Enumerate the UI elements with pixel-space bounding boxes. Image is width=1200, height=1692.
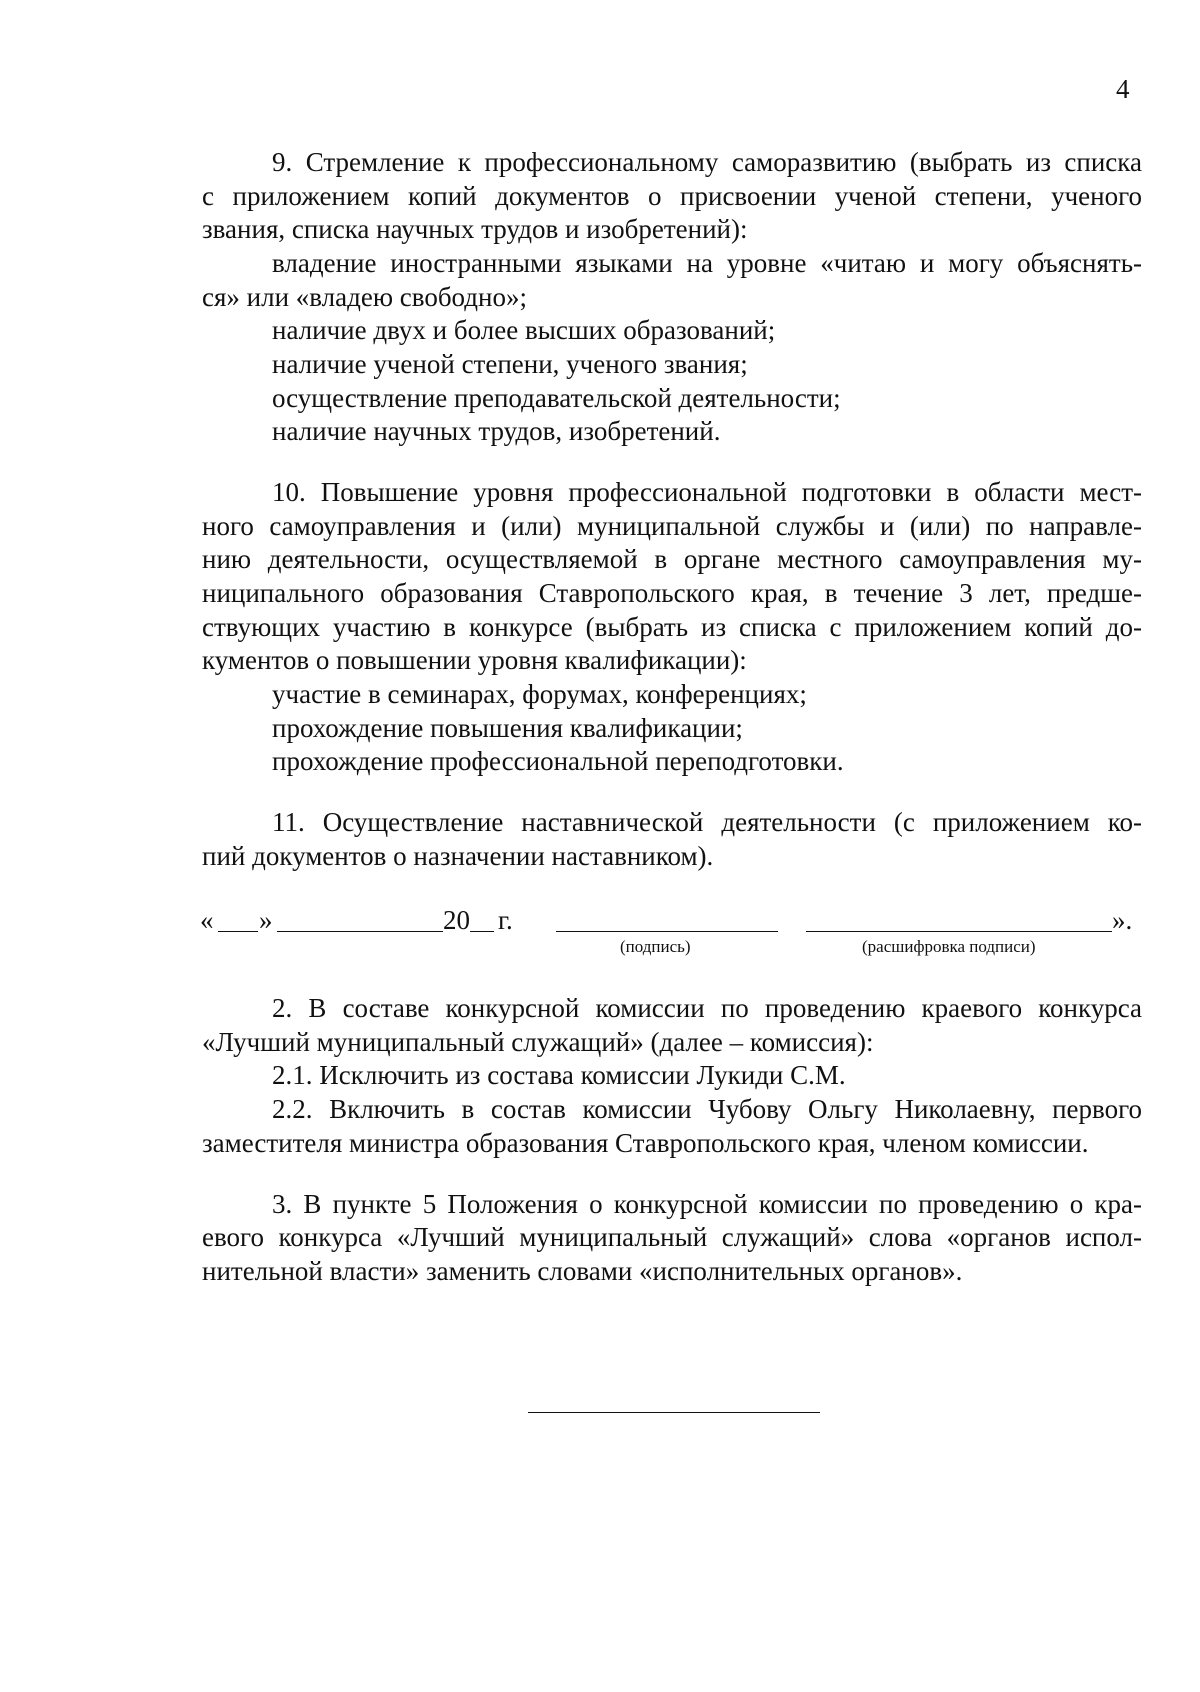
section-3-line-2: евого конкурса «Лучший муниципальный служащий» слова «органов испол- bbox=[202, 1222, 1142, 1252]
item-10-option-2: прохождение повышения квалификации; bbox=[272, 713, 743, 743]
item-10-option-1: участие в семинарах, форумах, конференциях; bbox=[272, 679, 807, 709]
item-9-option-1a: владение иностранными языками на уровне «читаю и могу объяснять- bbox=[272, 248, 1142, 278]
end-of-document-rule bbox=[528, 1412, 820, 1413]
date-year-blank bbox=[470, 931, 494, 932]
item-9-option-4: осуществление преподавательской деятельности; bbox=[272, 383, 841, 413]
item-10-line-1: 10. Повышение уровня профессиональной подготовки в области мест- bbox=[272, 477, 1142, 507]
date-open-quote: « bbox=[200, 905, 214, 935]
signature-decode-blank bbox=[806, 931, 1112, 932]
item-10-line-3: нию деятельности, осуществляемой в органе местного самоуправления му- bbox=[202, 544, 1142, 574]
item-9-option-5: наличие научных трудов, изобретений. bbox=[272, 416, 721, 446]
item-9-option-3: наличие ученой степени, ученого звания; bbox=[272, 349, 748, 379]
page-number: 4 bbox=[1116, 74, 1130, 104]
section-2-point-2-line-2: заместителя министра образования Ставропольского края, членом комиссии. bbox=[202, 1128, 1089, 1158]
date-close-quote: » bbox=[259, 905, 273, 935]
section-3-line-1: 3. В пункте 5 Положения о конкурсной комиссии по проведению о кра- bbox=[272, 1189, 1142, 1219]
item-10-option-3: прохождение профессиональной переподготовки. bbox=[272, 746, 844, 776]
signature-blank bbox=[556, 931, 778, 932]
signature-decode-caption: (расшифровка подписи) bbox=[862, 937, 1036, 956]
item-10-line-4: ниципального образования Ставропольского края, в течение 3 лет, предше- bbox=[202, 578, 1142, 608]
date-year-suffix: г. bbox=[498, 905, 513, 935]
item-9-line-3: звания, списка научных трудов и изобретений): bbox=[202, 214, 748, 244]
item-9-option-2: наличие двух и более высших образований; bbox=[272, 315, 776, 345]
item-9-line-1: 9. Стремление к профессиональному саморазвитию (выбрать из списка bbox=[272, 147, 1142, 177]
item-10-line-6: кументов о повышении уровня квалификации): bbox=[202, 645, 747, 675]
section-2-point-1: 2.1. Исключить из состава комиссии Лукиди С.М. bbox=[272, 1060, 846, 1090]
item-9-line-2: с приложением копий документов о присвоении ученой степени, ученого bbox=[202, 181, 1142, 211]
item-10-line-5: ствующих участию в конкурсе (выбрать из списка с приложением копий до- bbox=[202, 612, 1142, 642]
signature-caption: (подпись) bbox=[620, 937, 691, 956]
date-day-blank bbox=[218, 931, 258, 932]
date-month-blank bbox=[277, 931, 443, 932]
section-2-line-2: «Лучший муниципальный служащий» (далее – комиссия): bbox=[202, 1027, 874, 1057]
item-10-line-2: ного самоуправления и (или) муниципальной службы и (или) по направле- bbox=[202, 511, 1142, 541]
item-11-line-2: пий документов о назначении наставником). bbox=[202, 841, 714, 871]
section-2-line-1: 2. В составе конкурсной комиссии по проведению краевого конкурса bbox=[272, 993, 1142, 1023]
date-year-prefix: 20 bbox=[443, 905, 470, 935]
item-9-option-1b: ся» или «владею свободно»; bbox=[202, 282, 527, 312]
section-2-point-2-line-1: 2.2. Включить в состав комиссии Чубову Ольгу Николаевну, первого bbox=[272, 1094, 1142, 1124]
section-3-line-3: нительной власти» заменить словами «исполнительных органов». bbox=[202, 1256, 963, 1286]
item-11-line-1: 11. Осуществление наставнической деятельности (с приложением ко- bbox=[272, 807, 1142, 837]
signature-end-mark: ». bbox=[1112, 905, 1133, 935]
